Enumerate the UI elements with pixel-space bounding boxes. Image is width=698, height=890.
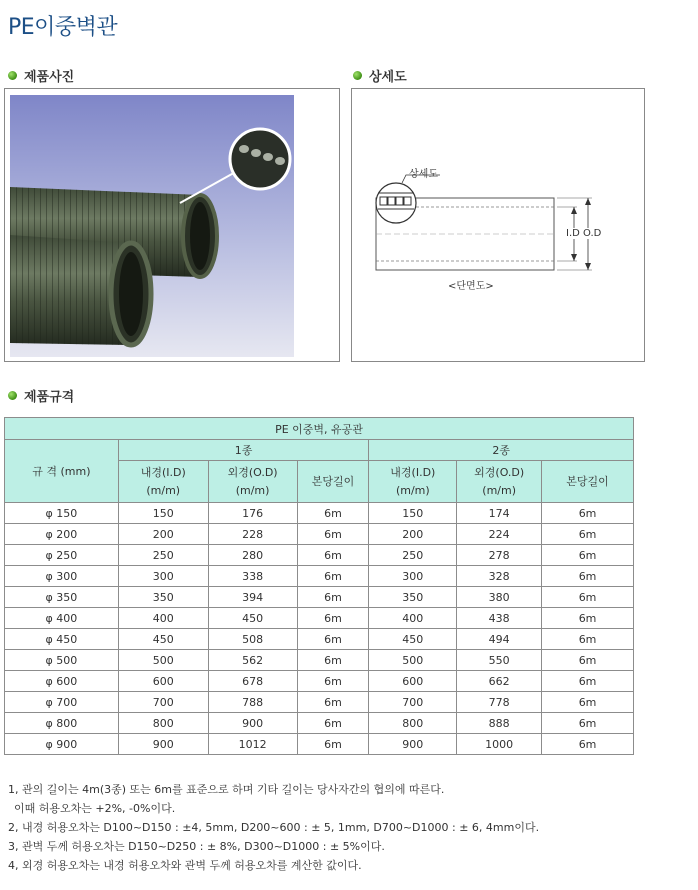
table-cell-len2: 6m (542, 608, 634, 629)
section-header-diagram (353, 66, 407, 85)
table-cell-len1: 6m (297, 545, 369, 566)
table-row (5, 566, 634, 587)
product-photo-frame (4, 88, 340, 362)
table-cell-len2: 6m (542, 671, 634, 692)
table-cell-len2: 6m (542, 692, 634, 713)
table-row (5, 650, 634, 671)
table-cell-id2: 400 (369, 608, 457, 629)
group2-header: 2종 (369, 440, 634, 461)
table-cell-od1: 450 (208, 608, 297, 629)
table-cell-len1: 6m (297, 587, 369, 608)
table-cell-id2: 350 (369, 587, 457, 608)
table-cell-len1: 6m (297, 650, 369, 671)
table-cell-id1: 400 (118, 608, 208, 629)
table-cell-od1: 1012 (208, 734, 297, 755)
table-cell-len2: 6m (542, 524, 634, 545)
table-cell-od2: 550 (457, 650, 542, 671)
length-header-2: 본당길이 (542, 461, 634, 503)
table-cell-od1: 176 (208, 503, 297, 524)
table-cell-id2: 150 (369, 503, 457, 524)
table-row (5, 629, 634, 650)
table-cell-len1: 6m (297, 671, 369, 692)
table-cell-id2: 300 (369, 566, 457, 587)
table-row (5, 587, 634, 608)
table-cell-id1: 700 (118, 692, 208, 713)
table-cell-id2: 200 (369, 524, 457, 545)
inner-dia-label: 내경(I.D) (140, 465, 186, 479)
table-row (5, 608, 634, 629)
bullet-icon (8, 391, 17, 400)
table-row (5, 503, 634, 524)
pipe-photo-illustration (10, 95, 294, 357)
table-cell-od1: 280 (208, 545, 297, 566)
table-cell-size: φ 400 (5, 608, 119, 629)
inner-dia-header-2 (369, 461, 457, 503)
table-cell-len1: 6m (297, 713, 369, 734)
size-header: 규 격 (mm) (5, 440, 119, 503)
spec-table (4, 417, 634, 755)
section-photo-label: 제품사진 (24, 70, 75, 85)
table-cell-id1: 200 (118, 524, 208, 545)
table-cell-id2: 900 (369, 734, 457, 755)
page-title: PE이중벽관 (8, 15, 118, 40)
table-cell-len2: 6m (542, 503, 634, 524)
bullet-icon (353, 71, 362, 80)
table-cell-id2: 600 (369, 671, 457, 692)
table-cell-size: φ 200 (5, 524, 119, 545)
table-cell-id1: 600 (118, 671, 208, 692)
table-cell-len2: 6m (542, 566, 634, 587)
table-cell-od2: 380 (457, 587, 542, 608)
note-line: 2, 내경 허용오차는 D100~D150 : ±4, 5mm, D200~600 : ± 5, 1mm, D700~D1000 : ± 6, 4mm이다. (8, 821, 540, 834)
table-cell-size: φ 900 (5, 734, 119, 755)
table-cell-size: φ 800 (5, 713, 119, 734)
table-cell-od2: 278 (457, 545, 542, 566)
table-row (5, 692, 634, 713)
table-cell-id2: 250 (369, 545, 457, 566)
unit-label: (m/m) (482, 483, 517, 497)
table-cell-size: φ 300 (5, 566, 119, 587)
table-cell-od1: 900 (208, 713, 297, 734)
table-cell-od2: 662 (457, 671, 542, 692)
cross-section-diagram (352, 89, 646, 363)
id-od-label: I.D O.D (566, 228, 602, 239)
table-row (5, 524, 634, 545)
detail-label: 상세도 (409, 169, 438, 180)
table-cell-od1: 788 (208, 692, 297, 713)
table-cell-len2: 6m (542, 734, 634, 755)
table-cell-od2: 778 (457, 692, 542, 713)
section-spec-label: 제품규격 (24, 390, 75, 405)
table-cell-size: φ 150 (5, 503, 119, 524)
table-cell-od2: 174 (457, 503, 542, 524)
table-cell-len2: 6m (542, 650, 634, 671)
outer-dia-header-1 (208, 461, 297, 503)
group1-header: 1종 (118, 440, 369, 461)
table-cell-od2: 888 (457, 713, 542, 734)
table-cell-len1: 6m (297, 566, 369, 587)
table-cell-od2: 328 (457, 566, 542, 587)
table-cell-od1: 562 (208, 650, 297, 671)
detail-diagram-frame (351, 88, 645, 362)
table-row (5, 671, 634, 692)
table-row (5, 734, 634, 755)
table-cell-id1: 450 (118, 629, 208, 650)
table-cell-od2: 224 (457, 524, 542, 545)
table-cell-id2: 700 (369, 692, 457, 713)
table-cell-size: φ 600 (5, 671, 119, 692)
table-cell-id1: 300 (118, 566, 208, 587)
table-cell-id1: 800 (118, 713, 208, 734)
table-cell-id1: 500 (118, 650, 208, 671)
note-line: 1, 관의 길이는 4m(3종) 또는 6m를 표준으로 하며 기타 길이는 당사자간의 협의에 따른다. (8, 783, 445, 796)
table-cell-len1: 6m (297, 734, 369, 755)
table-cell-od1: 508 (208, 629, 297, 650)
table-cell-size: φ 350 (5, 587, 119, 608)
outer-dia-header-2 (457, 461, 542, 503)
outer-dia-label: 외경(O.D) (227, 465, 278, 479)
note-line: 이때 허용오차는 +2%, -0%이다. (14, 802, 176, 815)
table-cell-len1: 6m (297, 503, 369, 524)
table-cell-od1: 228 (208, 524, 297, 545)
table-cell-size: φ 500 (5, 650, 119, 671)
inner-dia-header-1 (118, 461, 208, 503)
unit-label: (m/m) (395, 483, 430, 497)
bullet-icon (8, 71, 17, 80)
table-cell-id2: 500 (369, 650, 457, 671)
table-cell-id1: 900 (118, 734, 208, 755)
length-header-1: 본당길이 (297, 461, 369, 503)
table-cell-size: φ 250 (5, 545, 119, 566)
unit-label: (m/m) (146, 483, 181, 497)
section-caption: <단면도> (448, 281, 494, 292)
table-row (5, 545, 634, 566)
note-line: 4, 외경 허용오차는 내경 허용오차와 관벽 두께 허용오차를 계산한 값이다. (8, 859, 362, 872)
unit-label: (m/m) (235, 483, 270, 497)
table-cell-len2: 6m (542, 629, 634, 650)
table-cell-len1: 6m (297, 629, 369, 650)
table-cell-od2: 1000 (457, 734, 542, 755)
table-cell-id2: 450 (369, 629, 457, 650)
table-cell-len1: 6m (297, 692, 369, 713)
table-cell-od1: 338 (208, 566, 297, 587)
table-title: PE 이중벽, 유공관 (5, 418, 634, 440)
table-cell-len1: 6m (297, 608, 369, 629)
table-cell-id1: 250 (118, 545, 208, 566)
table-cell-id1: 350 (118, 587, 208, 608)
table-cell-id2: 800 (369, 713, 457, 734)
table-cell-len1: 6m (297, 524, 369, 545)
table-cell-od1: 678 (208, 671, 297, 692)
table-cell-len2: 6m (542, 545, 634, 566)
table-cell-len2: 6m (542, 587, 634, 608)
section-diagram-label: 상세도 (369, 70, 407, 85)
note-line: 3, 관벽 두께 허용오차는 D150~D250 : ± 8%, D300~D1000 : ± 5%이다. (8, 840, 385, 853)
product-photo (10, 95, 294, 357)
table-cell-len2: 6m (542, 713, 634, 734)
table-cell-od1: 394 (208, 587, 297, 608)
spec-table-body (5, 503, 634, 755)
table-cell-od2: 438 (457, 608, 542, 629)
table-cell-id1: 150 (118, 503, 208, 524)
inner-dia-label: 내경(I.D) (390, 465, 436, 479)
section-header-photo (8, 66, 74, 85)
table-cell-size: φ 450 (5, 629, 119, 650)
section-header-spec (8, 386, 74, 405)
notes (8, 780, 539, 875)
table-cell-od2: 494 (457, 629, 542, 650)
table-row (5, 713, 634, 734)
table-cell-size: φ 700 (5, 692, 119, 713)
outer-dia-label: 외경(O.D) (474, 465, 525, 479)
